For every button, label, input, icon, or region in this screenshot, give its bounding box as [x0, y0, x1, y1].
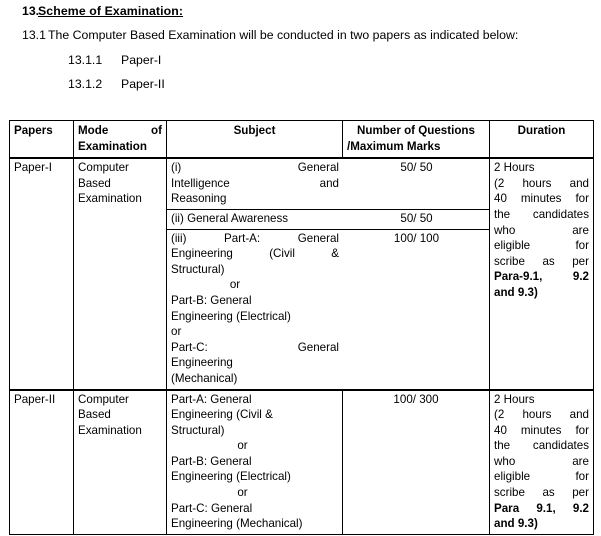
- paper-2-subject-line7: Engineering (Mechanical): [171, 517, 303, 531]
- cell-paper-1-duration: [490, 158, 594, 389]
- clause-13-1-2-row: [0, 76, 601, 93]
- clause-13-1-number: 13.1: [22, 28, 46, 42]
- column-header-questions: [343, 121, 490, 159]
- subject-iii-line7: Engineering: [171, 356, 233, 370]
- cell-subject-iii: [167, 229, 343, 388]
- cell-paper-2-name: Paper-II: [10, 390, 74, 535]
- subject-ii-line1: (ii) General Awareness: [171, 211, 289, 225]
- paper-2-subject-line6: Part-C: General: [171, 501, 253, 515]
- cell-paper-2-mode: [74, 390, 167, 535]
- document-heading-block: [0, 3, 601, 93]
- paper-1-duration-para-ref-2: and 9.3): [494, 285, 538, 299]
- page-title: Scheme of Examination:: [38, 4, 184, 18]
- paper-2-subject-line4: Part-B: General: [171, 454, 252, 468]
- cell-marks-iii: 100/ 100: [393, 231, 440, 245]
- paper-2-duration-line1: 2 Hours: [494, 392, 535, 406]
- paper-2-subject-line1: Part-A: General: [171, 392, 252, 406]
- clause-13-1-text: The Computer Based Examination will be conducted in two papers as indicated below:: [48, 28, 519, 42]
- cell-paper-2-subject: [167, 390, 343, 535]
- cell-paper-2-duration: [490, 390, 594, 535]
- paper-1-mode-line3: Examination: [78, 192, 142, 206]
- clause-13-1-1-row: [0, 52, 601, 69]
- scheme-of-examination-table: [9, 120, 594, 535]
- paper-1-duration-j6: scribe as per: [494, 254, 589, 268]
- subject-row-ii: [167, 209, 490, 229]
- heading-13-number: 13.: [22, 4, 40, 18]
- subject-row-i: [167, 159, 490, 209]
- clause-13-1-2-label: Paper-II: [121, 76, 165, 91]
- clause-13-1-row: [0, 27, 601, 45]
- paper-1-duration-line1: 2 Hours: [494, 161, 535, 175]
- subject-iii-line3: Structural): [171, 262, 225, 276]
- paper-1-duration-j3: the candidates: [494, 207, 589, 221]
- paper-2-mode-line3: Examination: [78, 423, 142, 437]
- subject-iii-or-1: or: [229, 278, 241, 292]
- subject-iii-line4: Part-B: General: [171, 293, 252, 307]
- paper-2-mode-line2: Based: [78, 408, 111, 422]
- paper-2-subject-line3: Structural): [171, 423, 225, 437]
- table-row-paper-1: [10, 158, 594, 389]
- paper-2-duration-j5: eligible for: [494, 470, 589, 484]
- clause-13-1-1-label: Paper-I: [121, 52, 162, 67]
- paper-2-duration-para-ref-1: Para 9.1, 9.2: [494, 501, 589, 515]
- subject-i-line1: (i) General: [171, 161, 339, 175]
- clause-13-1-1-number: 13.1.1: [68, 52, 103, 67]
- column-header-papers: Papers: [10, 121, 74, 159]
- paper-1-duration-j1: (2 hours and: [494, 176, 589, 190]
- column-header-mode: [74, 121, 167, 159]
- subject-i-line3: Reasoning: [171, 192, 227, 206]
- column-header-questions-line1: Number of Questions: [357, 124, 475, 137]
- paper-2-duration-j2: 40 minutes for: [494, 423, 589, 437]
- paper-1-duration-j4: who are: [494, 223, 589, 237]
- column-header-mode-line2: Examination: [78, 139, 147, 153]
- subject-row-iii: [167, 229, 490, 388]
- subject-iii-line8: (Mechanical): [171, 371, 238, 385]
- cell-marks-ii: 50/ 50: [343, 209, 490, 229]
- paper-1-duration-j5: eligible for: [494, 239, 589, 253]
- paper-2-subject-or-1: or: [237, 439, 248, 453]
- heading-13-row: [0, 3, 601, 20]
- table-body: [10, 158, 594, 534]
- table-header: [10, 121, 594, 159]
- paper-2-subject-or-2: or: [237, 486, 248, 500]
- cell-paper-1-subjects-and-marks: [167, 158, 490, 389]
- subject-iii-or-2: or: [171, 325, 182, 339]
- paper-2-duration-j3: the candidates: [494, 439, 589, 453]
- subject-i-line2: Intelligence and: [171, 176, 339, 190]
- subject-iii-line1: (iii) Part-A: General: [171, 231, 339, 245]
- cell-subject-ii: [167, 209, 343, 229]
- paper-2-duration-j1: (2 hours and: [494, 408, 589, 422]
- paper-2-duration-j4: who are: [494, 454, 589, 468]
- paper-2-duration-para-ref-2: and 9.3): [494, 517, 538, 531]
- subject-iii-line6: Part-C: General: [171, 340, 339, 354]
- paper-2-subject-line2: Engineering (Civil &: [171, 408, 273, 422]
- cell-paper-2-marks: 100/ 300: [343, 390, 490, 535]
- paper-1-duration-j2: 40 minutes for: [494, 192, 589, 206]
- paper-2-subject-line5: Engineering (Electrical): [171, 470, 291, 484]
- paper-1-mode-line2: Based: [78, 176, 111, 190]
- table-header-row: [10, 121, 594, 159]
- paper-1-mode-line1: Computer: [78, 161, 129, 175]
- cell-paper-1-name: Paper-I: [10, 158, 74, 389]
- cell-paper-1-mode: [74, 158, 167, 389]
- subject-iii-line5: Engineering (Electrical): [171, 309, 291, 323]
- paper-2-duration-j6: scribe as per: [494, 486, 589, 500]
- cell-marks-i: 50/ 50: [343, 159, 490, 209]
- subject-iii-line2: Engineering (Civil &: [171, 247, 339, 261]
- column-header-duration: Duration: [490, 121, 594, 159]
- column-header-mode-line1: Mode of: [78, 124, 162, 137]
- table-row-paper-2: [10, 390, 594, 535]
- column-header-questions-line2: /Maximum Marks: [347, 139, 441, 153]
- paper-1-duration-para-ref-1: Para-9.1, 9.2: [494, 270, 589, 284]
- clause-13-1-2-number: 13.1.2: [68, 76, 103, 91]
- cell-subject-i: [167, 159, 343, 209]
- column-header-subject: Subject: [167, 121, 343, 159]
- paper-2-mode-line1: Computer: [78, 392, 129, 406]
